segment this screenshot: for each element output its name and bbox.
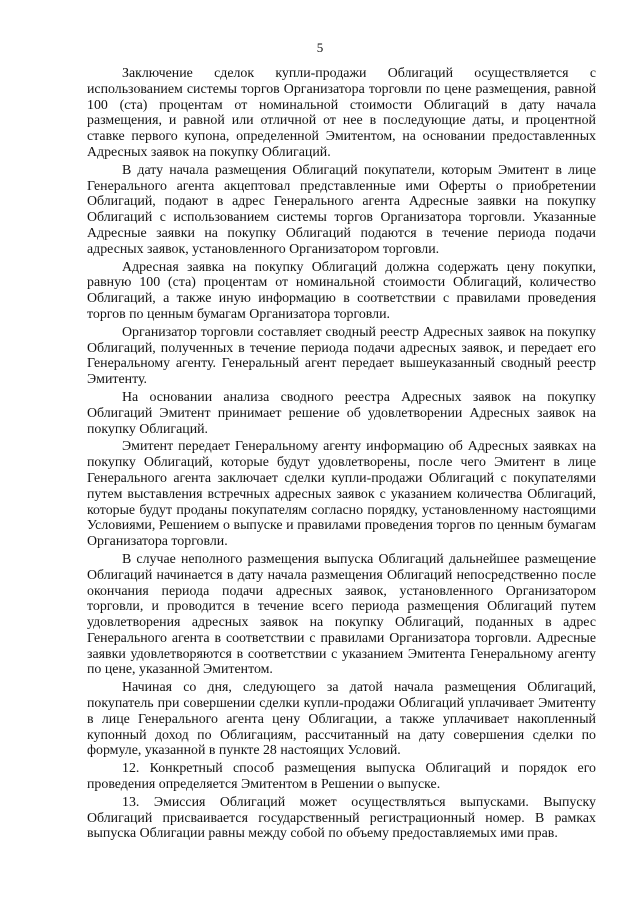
page-number: 5 bbox=[316, 40, 324, 55]
paragraph: Заключение сделок купли-продажи Облигаций осуществляется с использованием системы торгов Организатора торговли по цене размещения, равной 100 (ста) процентам от номинальной стоимости Облигаций в дату начала размещения, и равной или отличной от нее в последующие даты, и процентной ставке первого купона, определенной Эмитентом, на основании предоставленных Адресных заявок на покупку Облигаций. bbox=[87, 66, 596, 160]
paragraph: На основании анализа сводного реестра Адресных заявок на покупку Облигаций Эмитент принимает решение об удовлетворении Адресных заявок на покупку Облигаций. bbox=[87, 389, 596, 437]
paragraph: Эмитент передает Генеральному агенту информацию об Адресных заявках на покупку Облигаций, которые будут удовлетворены, после чего Эмитент в лице Генерального агента заключает сделки купли-продажи Облигаций с покупателями путем выставления встречных адресных заявок с указанием количества Облигаций, которые будут проданы покупателям согласно порядку, установленному настоящими Условиями, Решением о выпуске и правилами проведения торгов по ценным бумагам Организатора торговли. bbox=[87, 439, 596, 550]
paragraph: 13. Эмиссия Облигаций может осуществляться выпусками. Выпуску Облигаций присваивается государственный регистрационный номер. В рамках выпуска Облигации равны между собой по объему предоставляемых ими прав. bbox=[87, 794, 596, 842]
paragraph: 12. Конкретный способ размещения выпуска Облигаций и порядок его проведения определяется Эмитентом в Решении о выпуске. bbox=[87, 761, 596, 793]
paragraph: Организатор торговли составляет сводный реестр Адресных заявок на покупку Облигаций, полученных в течение периода подачи адресных заявок, и передает его Генеральному агенту. Генеральный агент передает вышеуказанный сводный реестр Эмитенту. bbox=[87, 324, 596, 388]
paragraph: Начиная со дня, следующего за датой начала размещения Облигаций, покупатель при совершении сделки купли-продажи Облигаций уплачивает Эмитенту в лице Генерального агента цену Облигации, а также уплачивает накопленный купонный доход по Облигациям, рассчитанный на дату совершения сделки по формуле, указанной в пункте 28 настоящих Условий. bbox=[87, 680, 596, 759]
paragraph: Адресная заявка на покупку Облигаций должна содержать цену покупки, равную 100 (ста) процентам от номинальной стоимости Облигаций, количество Облигаций, а также иную информацию в соответствии с правилами проведения торгов по ценным бумагам Организатора торговли. bbox=[87, 259, 596, 322]
document-body bbox=[87, 66, 596, 844]
paragraph: В случае неполного размещения выпуска Облигаций дальнейшее размещение Облигаций начинается в дату начала размещения Облигаций непосредственно после окончания периода подачи адресных заявок, установленного Организатором торговли, и проводится в течение всего периода размещения Облигаций путем удовлетворения адресных заявок на покупку Облигаций, поданных в адрес Генерального агента в соответствии с правилами Организатора торговли. Адресные заявки удовлетворяются в соответствии с указанием Эмитента Генеральному агенту по цене, указанной Эмитентом. bbox=[87, 551, 596, 678]
paragraph: В дату начала размещения Облигаций покупатели, которым Эмитент в лице Генерального агента акцептовал представленные ими Оферты о приобретении Облигаций, подают в адрес Генерального агента Адресные заявки на покупку Облигаций с использованием системы торгов Организатора торговли. Указанные Адресные заявки на покупку Облигаций подаются в течение периода подачи адресных заявок, установленного Организатором торговли. bbox=[87, 162, 596, 257]
